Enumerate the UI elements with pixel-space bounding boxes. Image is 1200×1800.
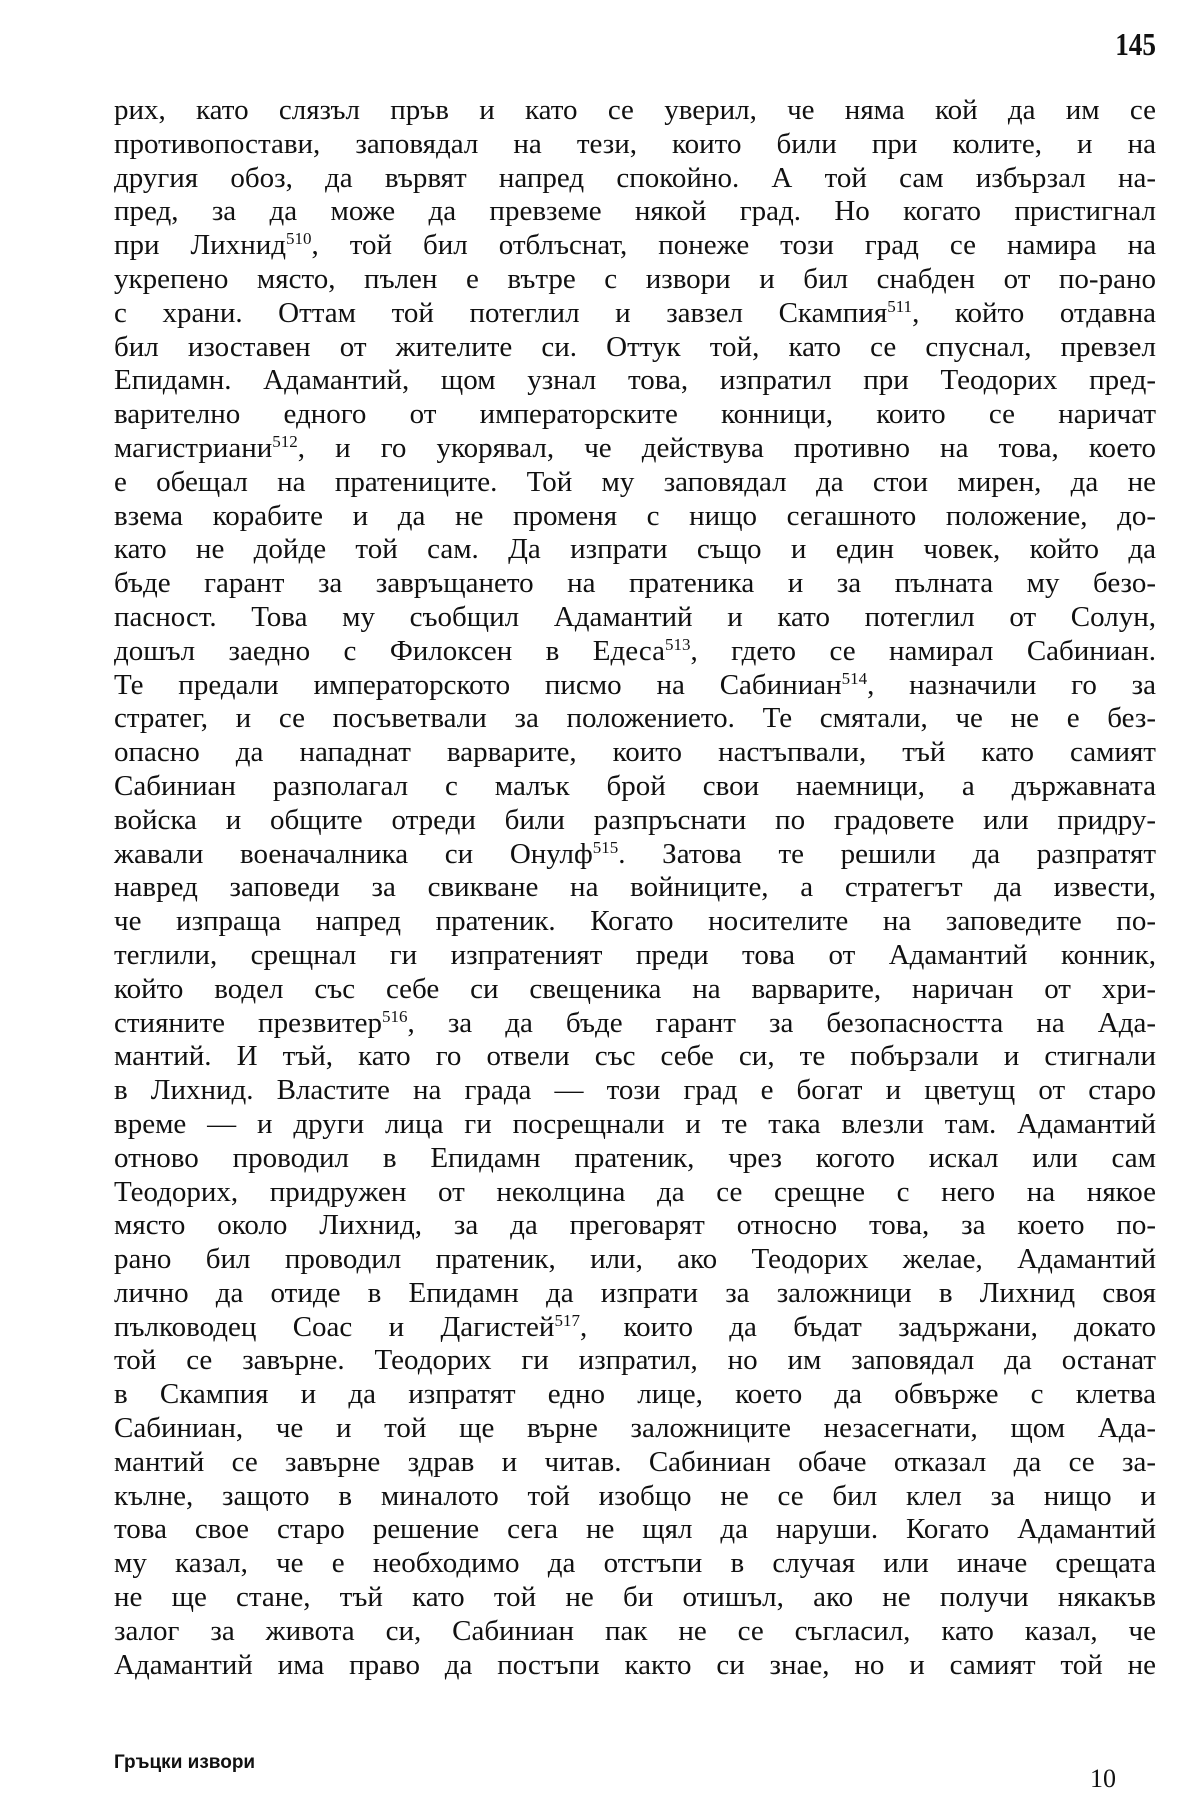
- text-line: [114, 466, 1156, 500]
- text-line: [114, 973, 1156, 1007]
- text-line: [114, 1040, 1156, 1074]
- text-segment: отново проводил в Епидамн пратеник, чрез когото искал или сам: [114, 1141, 1156, 1174]
- text-line: [114, 669, 1156, 703]
- body-text: [114, 94, 1156, 1682]
- footnote-marker: 512: [272, 431, 298, 451]
- footnote-marker: 513: [664, 634, 691, 654]
- text-segment: . Затова те решили да разпратят: [618, 837, 1157, 870]
- text-line: [114, 533, 1156, 567]
- text-segment: лично да отиде в Епидамн да изпрати за заложници в Лихнид своя: [114, 1276, 1156, 1309]
- text-line: [114, 871, 1156, 905]
- text-segment: с храни. Оттам той потеглил и завзел Скампия: [114, 296, 888, 329]
- footnote-marker: 517: [554, 1310, 580, 1330]
- text-segment: стратег, и се посъветвали за положението. Те смятали, че не е без-: [114, 702, 1156, 735]
- text-segment: като не дойде той сам. Да изпрати също и един човек, който да: [114, 533, 1156, 566]
- text-line: [114, 1176, 1156, 1210]
- text-segment: кълне, защото в миналото той изобщо не се бил клел за нищо и: [114, 1479, 1156, 1512]
- text-segment: , и го укорявал, че действува противно на това, което: [297, 431, 1156, 464]
- text-segment: мантий се завърне здрав и читав. Сабиниан обаче отказал да се за-: [114, 1445, 1156, 1478]
- text-segment: това свое старо решение сега не щял да наруши. Когато Адамантий: [114, 1513, 1156, 1546]
- text-line: [114, 702, 1156, 736]
- text-line: [114, 195, 1156, 229]
- text-segment: при Лихнид: [114, 229, 286, 262]
- text-segment: бил изоставен от жителите си. Оттук той, като се спуснал, превзел: [114, 330, 1156, 363]
- text-segment: дошъл заедно с Филоксен в Едеса: [114, 634, 665, 667]
- text-line: [114, 364, 1156, 398]
- text-line: [114, 736, 1156, 770]
- text-line: [114, 1649, 1156, 1683]
- text-segment: място около Лихнид, за да преговарят относно това, за което по-: [114, 1209, 1156, 1242]
- text-segment: варително едного от императорските конници, които се наричат: [114, 398, 1156, 431]
- footnote-marker: 516: [382, 1006, 408, 1026]
- text-segment: който водел със себе си свещеника на варварите, наричан от хри-: [114, 972, 1156, 1005]
- text-line: [114, 94, 1156, 128]
- text-segment: войска и общите отреди били разпръснати по градовете или придру-: [114, 803, 1156, 836]
- text-line: [114, 804, 1156, 838]
- text-line: [114, 229, 1156, 263]
- text-line: [114, 1480, 1156, 1514]
- text-line: [114, 1412, 1156, 1446]
- text-line: [114, 1547, 1156, 1581]
- text-line: [114, 500, 1156, 534]
- text-segment: , за да бъде гарант за безопасността на Ада-: [407, 1006, 1156, 1039]
- text-line: [114, 1344, 1156, 1378]
- text-line: [114, 398, 1156, 432]
- text-segment: че изпраща напред пратеник. Когато носителите на заповедите по-: [114, 905, 1156, 938]
- text-segment: другия обоз, да вървят напред спокойно. А той сам избързал на-: [114, 161, 1156, 194]
- text-line: [114, 1581, 1156, 1615]
- text-line: [114, 1142, 1156, 1176]
- text-segment: в Лихнид. Властите на града — този град е богат и цветущ от старо: [114, 1074, 1156, 1107]
- signature-number: 10: [1090, 1764, 1116, 1793]
- text-segment: теглили, срещнал ги изпратеният преди това от Адамантий конник,: [114, 938, 1156, 971]
- footnote-marker: 510: [286, 229, 312, 249]
- text-segment: укрепено място, пълен е вътре с извори и бил снабден от по-рано: [114, 262, 1156, 295]
- text-line: [114, 1615, 1156, 1649]
- text-line: [114, 1513, 1156, 1547]
- footer-book-title: Гръцки извори: [114, 1752, 256, 1773]
- text-segment: е обещал на пратениците. Той му заповядал да стои мирен, да не: [114, 465, 1156, 498]
- text-line: [114, 1209, 1156, 1243]
- text-line: [114, 635, 1156, 669]
- text-segment: пасност. Това му съобщил Адамантий и като потеглил от Солун,: [114, 600, 1156, 633]
- text-line: [114, 939, 1156, 973]
- text-segment: Сабиниан, че и той ще върне заложниците незасегнати, щом Ада-: [114, 1412, 1156, 1445]
- text-segment: пред, за да може да превземе някой град. Но когато пристигнал: [114, 195, 1156, 228]
- text-segment: бъде гарант за завръщането на пратеника и за пълната му безо-: [114, 567, 1156, 600]
- text-segment: Епидамн. Адамантий, щом узнал това, изпратил при Теодорих пред-: [114, 364, 1156, 397]
- text-segment: , гдето се намирал Сабиниан.: [690, 634, 1156, 667]
- text-segment: не ще стане, тъй като той не би отишъл, ако не получи някакъв: [114, 1581, 1156, 1614]
- text-line: [114, 297, 1156, 331]
- text-segment: той се завърне. Теодорих ги изпратил, но им заповядал да останат: [114, 1344, 1156, 1377]
- text-segment: Сабиниан разполагал с малък брой свои наемници, а държавната: [114, 769, 1156, 802]
- text-line: [114, 1243, 1156, 1277]
- text-segment: взема корабите и да не променя с нищо сегашното положение, до-: [114, 499, 1156, 532]
- text-line: [114, 838, 1156, 872]
- text-segment: пълководец Соас и Дагистей: [114, 1310, 555, 1343]
- text-segment: , той бил отблъснат, понеже този град се намира на: [311, 229, 1156, 262]
- text-segment: рано бил проводил пратеник, или, ако Теодорих желае, Адамантий: [114, 1243, 1156, 1276]
- text-line: [114, 601, 1156, 635]
- text-line: [114, 1311, 1156, 1345]
- text-segment: мантий. И тъй, като го отвели със себе си, те побързали и стигнали: [114, 1040, 1156, 1073]
- text-segment: , който отдавна: [912, 296, 1156, 329]
- text-segment: жавали военачалника си Онулф: [114, 837, 593, 870]
- text-segment: в Скампия и да изпратят едно лице, което да обвърже с клетва: [114, 1378, 1156, 1411]
- text-segment: залог за живота си, Сабиниан пак не се съгласил, като казал, че: [114, 1614, 1156, 1647]
- text-segment: рих, като слязъл пръв и като се уверил, че няма кой да им се: [114, 94, 1156, 126]
- text-line: [114, 567, 1156, 601]
- text-segment: стияните презвитер: [114, 1006, 383, 1039]
- footnote-marker: 514: [841, 668, 868, 688]
- text-line: [114, 263, 1156, 297]
- text-line: [114, 770, 1156, 804]
- text-segment: навред заповеди за свикване на войниците, а стратегът да извести,: [114, 871, 1156, 904]
- text-segment: , назначили го за: [867, 668, 1156, 701]
- text-segment: Теодорих, придружен от неколцина да се срещне с него на някое: [114, 1175, 1156, 1208]
- text-line: [114, 905, 1156, 939]
- text-segment: опасно да нападнат варварите, които настъпвали, тъй като самият: [114, 736, 1156, 769]
- text-segment: време — и други лица ги посрещнали и те така влезли там. Адамантий: [114, 1107, 1156, 1140]
- footnote-marker: 511: [887, 296, 913, 316]
- text-segment: , които да бъдат задържани, докато: [579, 1310, 1156, 1343]
- page-number: 145: [1115, 26, 1156, 62]
- text-segment: Адамантий има право да постъпи както си знае, но и самият той не: [114, 1648, 1156, 1681]
- footnote-marker: 515: [592, 837, 619, 857]
- text-line: [114, 1277, 1156, 1311]
- text-line: [114, 1007, 1156, 1041]
- text-line: [114, 162, 1156, 196]
- text-segment: Те предали императорското писмо на Сабиниан: [114, 668, 842, 701]
- text-line: [114, 1446, 1156, 1480]
- text-segment: му казал, че е необходимо да отстъпи в случая или иначе срещата: [114, 1547, 1156, 1580]
- text-line: [114, 1108, 1156, 1142]
- text-line: [114, 331, 1156, 365]
- text-segment: противопостави, заповядал на тези, които били при колите, и на: [114, 127, 1156, 160]
- text-line: [114, 128, 1156, 162]
- text-line: [114, 1074, 1156, 1108]
- text-line: [114, 1378, 1156, 1412]
- text-segment: магистриани: [114, 431, 273, 464]
- text-line: [114, 432, 1156, 466]
